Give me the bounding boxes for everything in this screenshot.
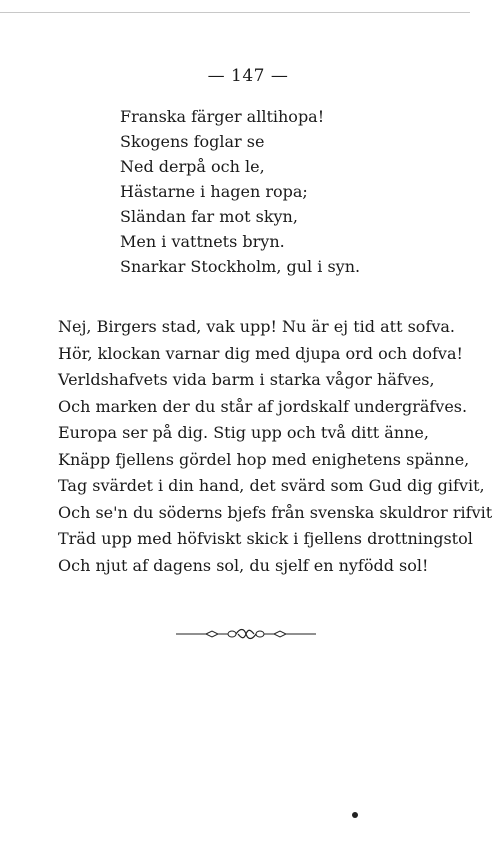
stanza-line: Ned derpå och le,	[120, 157, 265, 176]
stanza-line: Franska färger alltihopa!	[120, 107, 325, 126]
stanza-line: Skogens foglar se	[120, 132, 265, 151]
ink-speck	[352, 812, 358, 818]
top-rule	[0, 12, 470, 13]
verse-line: Träd upp med höfviskt skick i fjellens drottningstol	[58, 529, 473, 548]
verse-line: Knäpp fjellens gördel hop med enighetens spänne,	[58, 449, 470, 469]
stanza-line: Sländan far mot skyn,	[120, 207, 298, 226]
stanza-line: Hästarne i hagen ropa;	[120, 182, 308, 201]
verse-line: Tag svärdet i din hand, det svärd som Gud dig gifvit,	[58, 476, 485, 495]
verse-line: Europa ser på dig. Stig upp och två ditt änne,	[58, 423, 429, 442]
stanza	[120, 104, 360, 279]
verse-line: Och marken der du står af jordskalf undergräfves.	[58, 396, 468, 416]
stanza-line: Men i vattnets bryn.	[120, 232, 285, 251]
verse	[58, 314, 492, 579]
verse-line: Hör, klockan varnar dig med djupa ord och dofva!	[58, 343, 463, 363]
page-number: — 147 —	[207, 66, 289, 86]
verse-line: Och njut af dagens sol, du sjelf en nyfödd sol!	[58, 555, 429, 575]
verse-line: Nej, Birgers stad, vak upp! Nu är ej tid att sofva.	[58, 317, 456, 336]
verse-line: Och se'n du söderns bjefs från svenska skuldror rifvit	[58, 502, 493, 522]
ornament-divider	[176, 626, 316, 642]
verse-line: Verldshafvets vida barm i starka vågor häfves,	[58, 370, 435, 389]
stanza-line: Snarkar Stockholm, gul i syn.	[120, 257, 361, 276]
